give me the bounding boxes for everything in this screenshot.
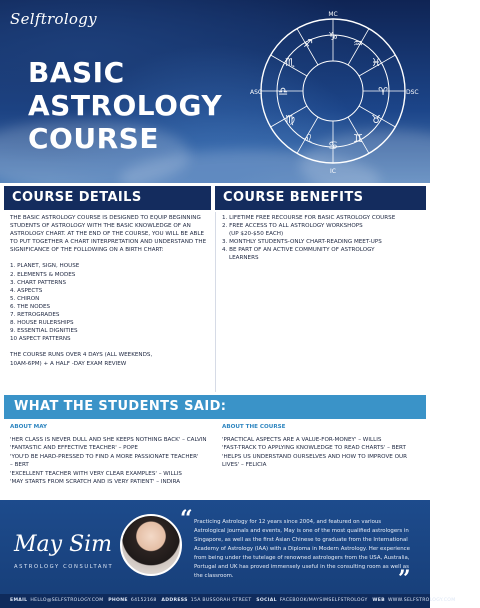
svg-text:♍: ♍ bbox=[285, 113, 295, 126]
list-item: 7. RETROGRADES bbox=[10, 312, 60, 319]
bio-text: Practicing Astrology for 12 years since 2004, and featured on various Astrological journals and events, May is one of the most qualified astrologers in Singapore, as well as the first Asian Chinese to graduate from the International Academy of Astrology (IAA) with a Diploma in Modern Astrology. Her experience from being under the tutelage of renowned astrologers from the USA, Australia, Portugal and UK has proved immensely useful in the consulting room as well as the classroom. bbox=[194, 519, 410, 579]
column-divider bbox=[215, 212, 216, 392]
signature-role: ASTROLOGY CONSULTANT bbox=[14, 564, 114, 570]
address-text: 15A BUSSORAH STREET bbox=[190, 598, 252, 603]
list-item: LEARNERS bbox=[229, 255, 259, 262]
svg-text:♌: ♌ bbox=[303, 132, 313, 145]
svg-text:♒: ♒ bbox=[353, 37, 363, 50]
list-item: 1. LIFETIME FREE RECOURSE FOR BASIC ASTROLOGY COURSE bbox=[222, 215, 396, 221]
svg-text:♓: ♓ bbox=[371, 56, 381, 69]
list-item: 8. HOUSE RULERSHIPS bbox=[10, 320, 74, 327]
svg-text:♊: ♊ bbox=[353, 132, 363, 145]
course-benefits-panel bbox=[222, 214, 422, 263]
about-course-heading: ABOUT THE COURSE bbox=[222, 424, 286, 430]
about-course-testimonials bbox=[222, 436, 422, 470]
list-item: 2. ELEMENTS & MODES bbox=[10, 271, 76, 278]
svg-text:♑: ♑ bbox=[328, 30, 338, 43]
testimonial-item: 'FANTASTIC AND EFFECTIVE TEACHER' – POPE bbox=[10, 445, 138, 452]
schedule-line: 10AM-6PM) + A HALF -DAY EXAM REVIEW bbox=[10, 360, 127, 367]
list-item: 3. CHART PATTERNS bbox=[10, 279, 67, 286]
list-item: 3. MONTHLY STUDENTS-ONLY CHART-READING MEET-UPS bbox=[222, 239, 382, 246]
course-topics-list bbox=[10, 262, 210, 343]
list-item: 4. BE PART OF AN ACTIVE COMMUNITY OF ASTROLOGY bbox=[222, 247, 375, 254]
list-item: (UP $20-$50 EACH) bbox=[229, 231, 284, 238]
title-line: BASIC bbox=[28, 56, 125, 89]
course-details-panel bbox=[10, 214, 210, 368]
footer bbox=[0, 500, 456, 608]
email-label: EMAIL bbox=[10, 598, 28, 603]
zodiac-wheel-icon bbox=[248, 6, 418, 176]
title-line: ASTROLOGY bbox=[28, 89, 223, 122]
web-label: WEB bbox=[372, 598, 385, 603]
course-benefits-heading: COURSE BENEFITS bbox=[215, 186, 426, 210]
signature-name: May Sim bbox=[14, 532, 113, 557]
about-may-testimonials bbox=[10, 436, 210, 486]
email-link[interactable]: HELLO@SELFSTROLOGY.COM bbox=[30, 598, 104, 603]
svg-text:♐: ♐ bbox=[303, 37, 313, 50]
testimonial-item: 'YOU'D BE HARD-PRESSED TO FIND A MORE PASSIONATE TEACHER' bbox=[10, 453, 199, 460]
web-link[interactable]: WWW.SELFSTROLOGY.COM bbox=[387, 598, 456, 603]
list-item: 9. ESSENTIAL DIGNITIES bbox=[10, 328, 78, 335]
title-line: COURSE bbox=[28, 122, 159, 155]
phone-number[interactable]: 64152168 bbox=[130, 598, 157, 603]
contact-bar bbox=[0, 594, 456, 608]
testimonial-item: 'HER CLASS IS NEVER DULL AND SHE KEEPS NOTHING BACK' – CALVIN bbox=[10, 437, 207, 443]
list-item: 2. FREE ACCESS TO ALL ASTROLOGY WORKSHOPS bbox=[222, 223, 363, 230]
testimonial-item: 'HELPS US UNDERSTAND OURSELVES AND HOW TO IMPROVE OUR bbox=[222, 453, 407, 460]
social-link[interactable]: FACEBOOK/MAYSIMSELFSTROLOGY bbox=[279, 598, 368, 603]
wheel-dsc-label: DSC bbox=[406, 89, 419, 96]
schedule-line: THE COURSE RUNS OVER 4 DAYS (ALL WEEKENDS, bbox=[10, 352, 153, 359]
list-item: 1. PLANET, SIGN, HOUSE bbox=[10, 263, 80, 270]
testimonial-item: 'EXCELLENT TEACHER WITH VERY CLEAR EXAMPLES' – WILLIS bbox=[10, 470, 182, 477]
testimonial-item: LIVES' – FELICIA bbox=[222, 462, 267, 469]
list-item: 4. ASPECTS bbox=[10, 287, 43, 294]
course-schedule bbox=[10, 351, 210, 367]
testimonial-item: – BERT bbox=[10, 462, 29, 469]
profile-photo bbox=[120, 514, 182, 576]
social-label: SOCIAL bbox=[256, 598, 277, 603]
testimonial-item: 'MAY STARTS FROM SCRATCH AND IS VERY PATIENT' – INDIRA bbox=[10, 479, 181, 486]
testimonial-item: 'FAST-TRACK TO APPLYING KNOWLEDGE TO READ CHARTS' – BERT bbox=[222, 445, 406, 452]
open-quote-icon: “ bbox=[180, 506, 193, 532]
phone-label: PHONE bbox=[108, 598, 128, 603]
svg-text:♈: ♈ bbox=[378, 85, 388, 98]
list-item: 6. THE NODES bbox=[10, 303, 51, 310]
course-details-heading: COURSE DETAILS bbox=[4, 186, 211, 210]
page-title bbox=[28, 56, 222, 155]
list-item: 5. CHIRON bbox=[10, 295, 40, 302]
wheel-asc-label: ASC bbox=[250, 89, 263, 96]
close-quote-icon: ” bbox=[398, 566, 411, 592]
brand-logo: Selftrology bbox=[10, 10, 97, 28]
svg-text:♎: ♎ bbox=[278, 85, 288, 98]
list-item: 10 ASPECT PATTERNS bbox=[10, 336, 71, 343]
address-label: ADDRESS bbox=[161, 598, 188, 603]
wheel-ic-label: IC bbox=[330, 168, 336, 175]
testimonial-item: 'PRACTICAL ASPECTS ARE A VALUE-FOR-MONEY' – WILLIS bbox=[222, 437, 382, 443]
about-may-heading: ABOUT MAY bbox=[10, 424, 48, 430]
hero-banner bbox=[0, 0, 430, 183]
testimonials-heading: WHAT THE STUDENTS SAID: bbox=[4, 395, 426, 419]
course-details-intro: THE BASIC ASTROLOGY COURSE IS DESIGNED TO EQUIP BEGINNING STUDENTS OF ASTROLOGY WITH THE BASIC KNOWLEDGE OF AN ASTROLOGY CHART. AT THE END OF THE COURSE, YOU WILL BE ABLE TO PUT TOGETHER A CHART INTERPRETATION AND UNDERSTAND THE SIGNIFICANCE OF THE FOLLOWING ON A BIRTH CHART: bbox=[10, 215, 207, 254]
svg-text:♋: ♋ bbox=[328, 139, 338, 152]
wheel-mc-label: MC bbox=[328, 11, 338, 18]
svg-text:♉: ♉ bbox=[371, 113, 381, 126]
benefits-list bbox=[222, 214, 422, 263]
svg-text:♏: ♏ bbox=[285, 56, 295, 69]
